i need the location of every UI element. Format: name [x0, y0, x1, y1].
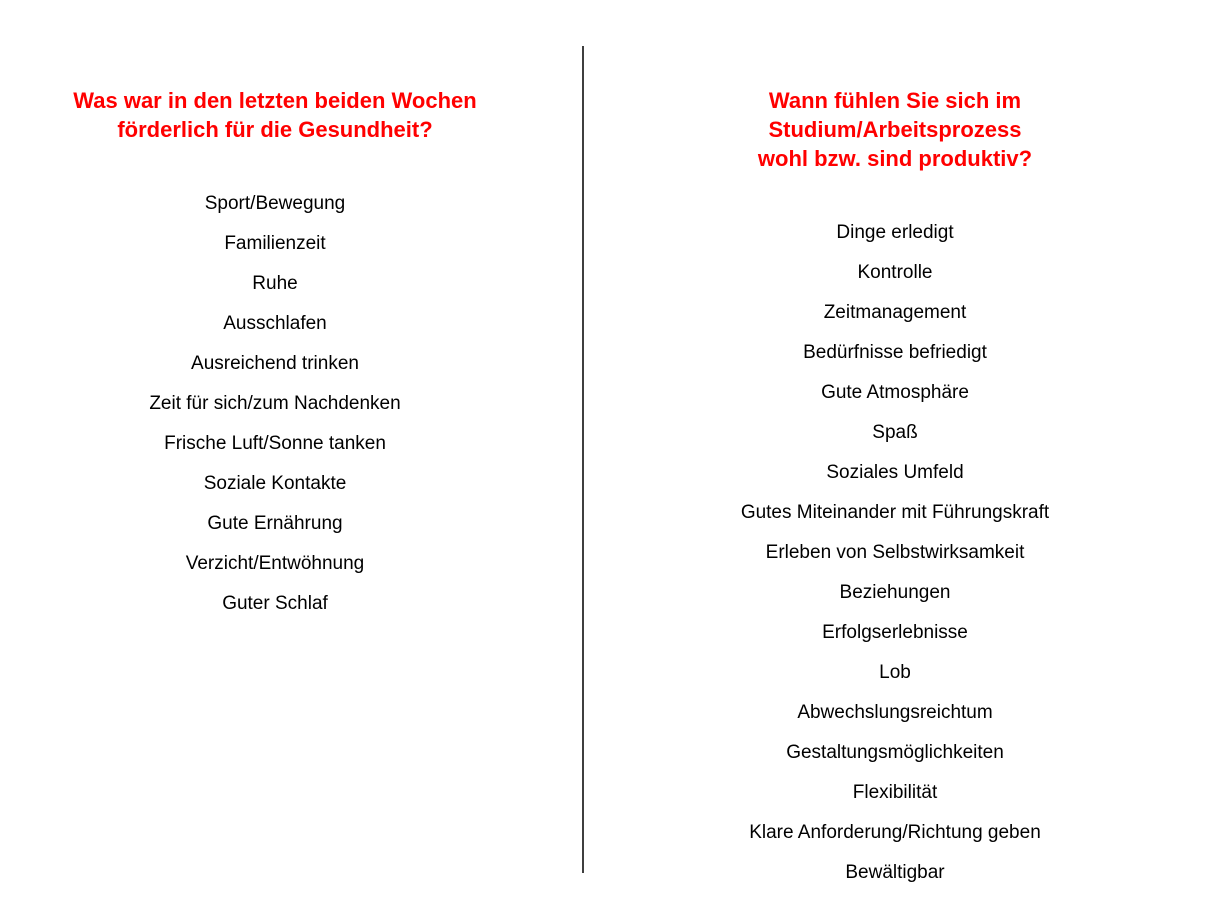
- list-item: Bewältigbar: [845, 862, 945, 883]
- list-item: Flexibilität: [852, 782, 938, 803]
- list-item: Gute Atmosphäre: [821, 382, 969, 403]
- list-item: Zeit für sich/zum Nachdenken: [149, 393, 401, 414]
- list-item: Gestaltungsmöglichkeiten: [786, 742, 1004, 763]
- list-item: Bedürfnisse befriedigt: [803, 342, 987, 363]
- list-item: Sport/Bewegung: [204, 193, 346, 214]
- right-panel: [640, 0, 1150, 893]
- list-item: Lob: [879, 662, 911, 683]
- list-item: Dinge erledigt: [836, 222, 954, 243]
- list-item: Klare Anforderung/Richtung geben: [749, 822, 1041, 843]
- list-item: Ausschlafen: [223, 313, 327, 334]
- list-item: Erleben von Selbstwirksamkeit: [765, 542, 1025, 563]
- list-item: Soziale Kontakte: [203, 473, 347, 494]
- right-panel-list: [640, 213, 1150, 893]
- list-item: Ruhe: [252, 273, 298, 294]
- right-panel-title-line1: Wann fühlen Sie sich im Studium/Arbeitsprozess: [768, 88, 1022, 142]
- list-item: Erfolgserlebnisse: [822, 622, 968, 643]
- left-panel-list: [30, 184, 520, 624]
- right-panel-title-line2: wohl bzw. sind produktiv?: [757, 146, 1033, 171]
- list-item: Ausreichend trinken: [191, 353, 359, 374]
- list-item: Verzicht/Entwöhnung: [185, 553, 365, 574]
- right-panel-title: [640, 86, 1150, 173]
- vertical-divider: [582, 46, 584, 873]
- list-item: Familienzeit: [224, 233, 326, 254]
- list-item: Beziehungen: [839, 582, 951, 603]
- list-item: Frische Luft/Sonne tanken: [164, 433, 386, 454]
- list-item: Gutes Miteinander mit Führungskraft: [740, 502, 1050, 523]
- list-item: Kontrolle: [857, 262, 933, 283]
- left-panel-title: [30, 86, 520, 144]
- list-item: Spaß: [872, 422, 918, 443]
- left-panel-title-line2: förderlich für die Gesundheit?: [117, 117, 433, 142]
- list-item: Zeitmanagement: [823, 302, 967, 323]
- left-panel: [30, 0, 520, 624]
- list-item: Abwechslungsreichtum: [797, 702, 993, 723]
- left-panel-title-line1: Was war in den letzten beiden Wochen: [73, 88, 477, 113]
- list-item: Soziales Umfeld: [826, 462, 964, 483]
- list-item: Gute Ernährung: [207, 513, 343, 534]
- list-item: Guter Schlaf: [222, 593, 328, 614]
